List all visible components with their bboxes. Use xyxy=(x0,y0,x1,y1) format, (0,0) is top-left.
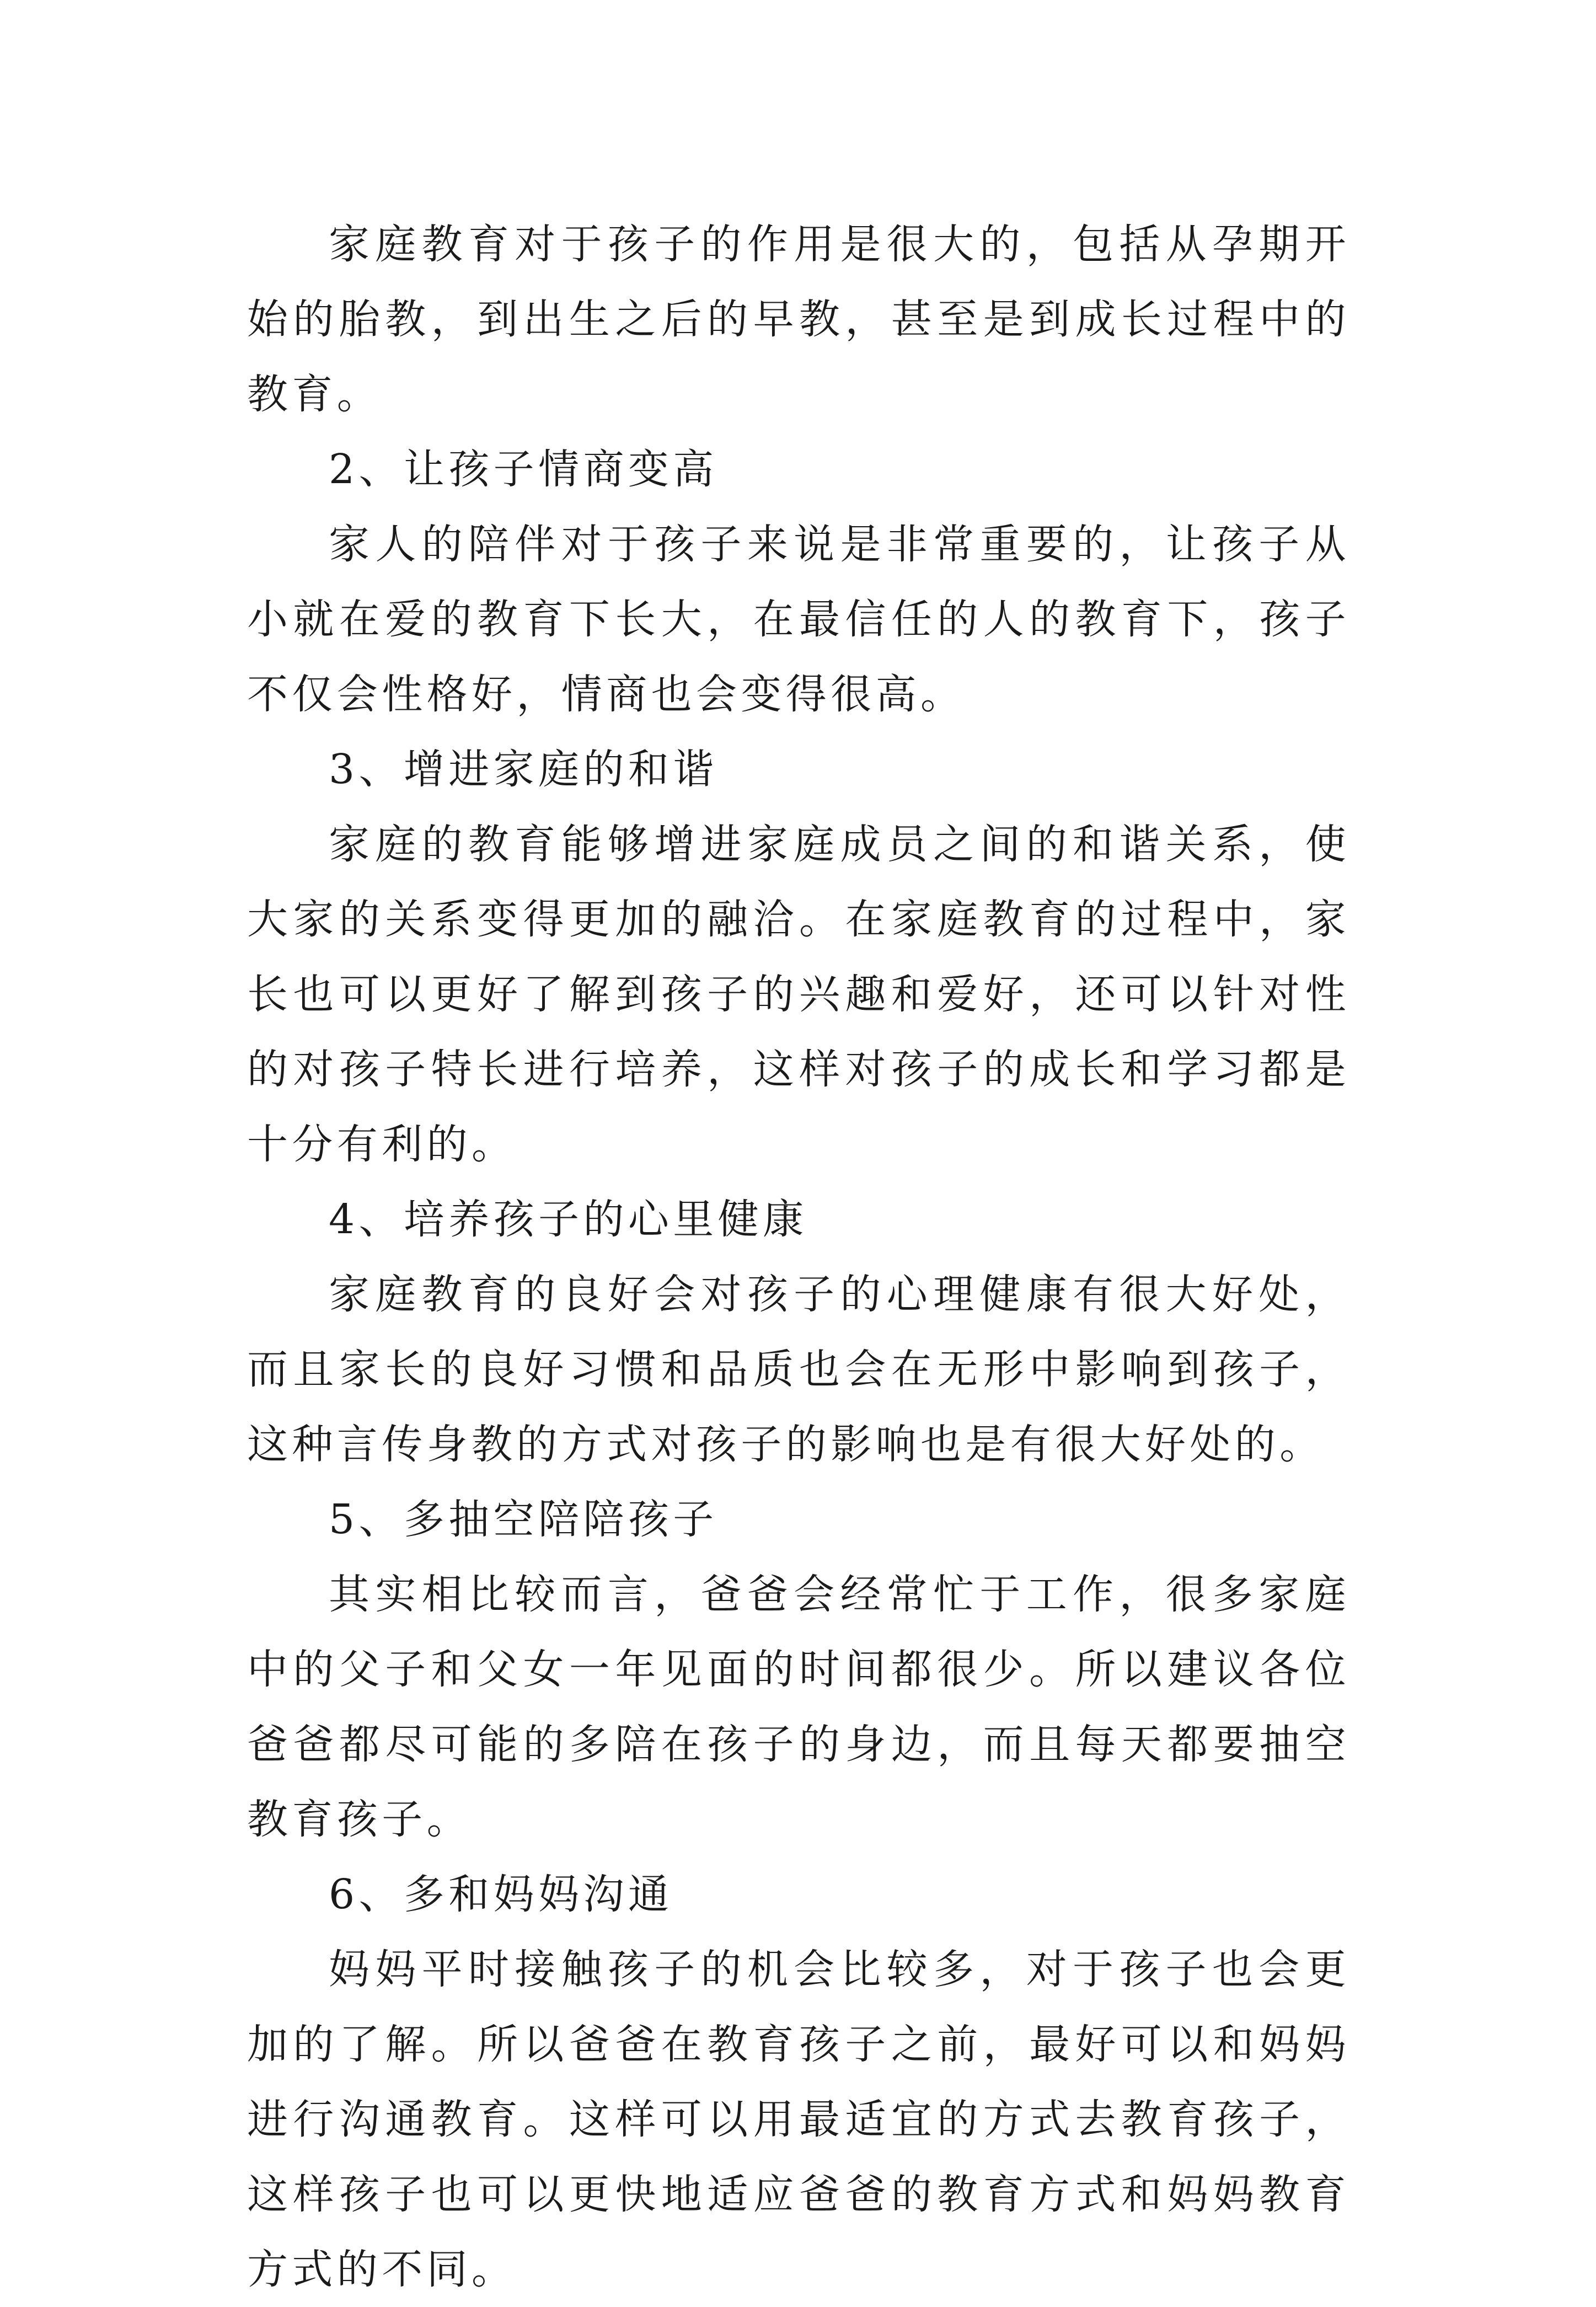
heading-communicate-with-mother: 6、多和妈妈沟通 xyxy=(329,1871,673,1918)
heading-mental-health: 4、培养孩子的心里健康 xyxy=(329,1196,808,1243)
heading-emotional-intelligence: 2、让孩子情商变高 xyxy=(329,446,718,493)
heading-family-harmony: 3、增进家庭的和谐 xyxy=(329,746,718,793)
paragraph-spend-time: 其实相比较而言，爸爸会经常忙于工作，很多家庭中的父子和父女一年见面的时间都很少。所以建议各位爸爸都尽可能的多陪在孩子的身边，而且每天都要抽空教育孩子。 xyxy=(247,1571,1350,1843)
document-body xyxy=(247,207,1350,2307)
paragraph-emotional-intelligence: 家人的陪伴对于孩子来说是非常重要的，让孩子从小就在爱的教育下长大，在最信任的人的教育下，孩子不仅会性格好，情商也会变得很高。 xyxy=(247,521,1350,718)
heading-spend-time: 5、多抽空陪陪孩子 xyxy=(329,1496,718,1543)
paragraph-mental-health: 家庭教育的良好会对孩子的心理健康有很大好处，而且家长的良好习惯和品质也会在无形中影响到孩子，这种言传身教的方式对孩子的影响也是有很大好处的。 xyxy=(247,1271,1350,1468)
paragraph-intro: 家庭教育对于孩子的作用是很大的，包括从孕期开始的胎教，到出生之后的早教，甚至是到成长过程中的教育。 xyxy=(247,221,1350,418)
paragraph-family-harmony: 家庭的教育能够增进家庭成员之间的和谐关系，使大家的关系变得更加的融洽。在家庭教育的过程中，家长也可以更好了解到孩子的兴趣和爱好，还可以针对性的对孩子特长进行培养，这样对孩子的成长和学习都是十分有利的。 xyxy=(247,821,1350,1168)
paragraph-communicate-with-mother: 妈妈平时接触孩子的机会比较多，对于孩子也会更加的了解。所以爸爸在教育孩子之前，最好可以和妈妈进行沟通教育。这样可以用最适宜的方式去教育孩子，这样孩子也可以更快地适应爸爸的教育方式和妈妈教育方式的不同。 xyxy=(247,1946,1350,2293)
